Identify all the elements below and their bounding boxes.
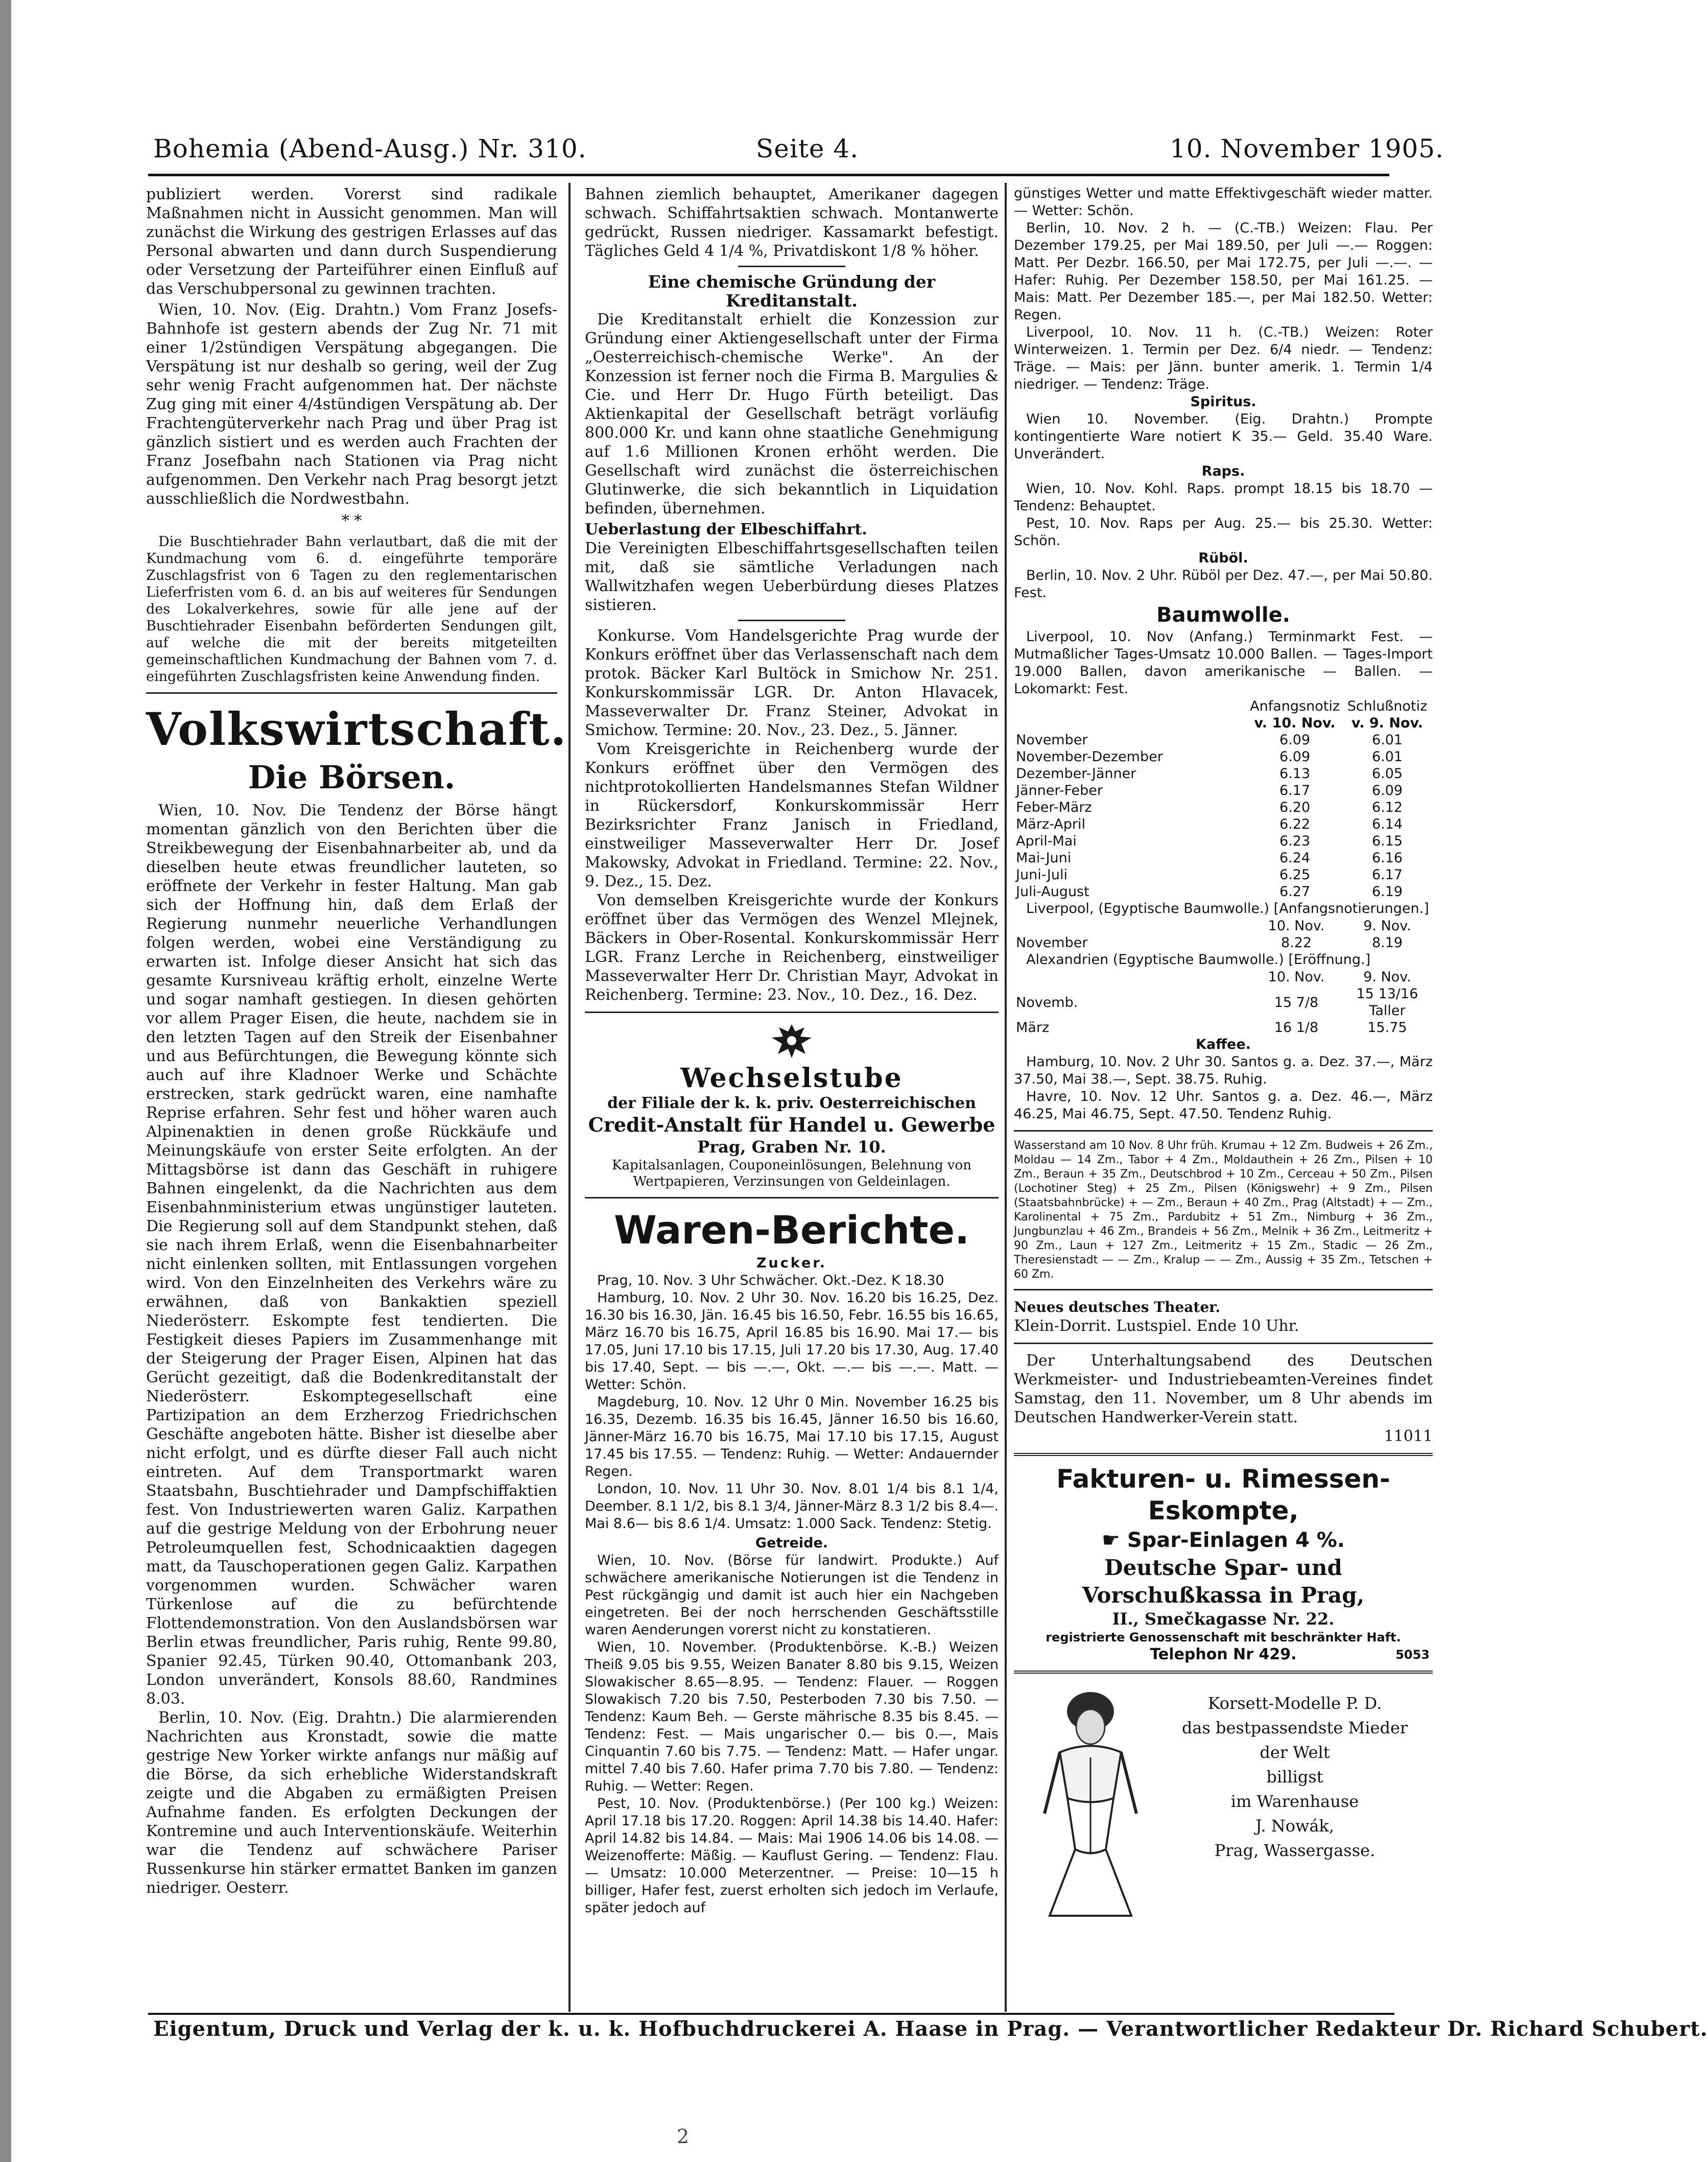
imprint-footer: Eigentum, Druck und Verlag der k. u. k. Hofbuchdruckerei A. Haase in Prag. — Verantwortlicher Redakteur Dr. Richard Schubert. [153, 2017, 1708, 2041]
article-berlin-boerse: Berlin, 10. Nov. (Eig. Drahtn.) Die alarmierenden Nachrichten aus Kronstadt, sowie die matte gestrige New Yorker wirkte anfangs nur mäßig auf die Börse, da sich erhebliche Widerstandskraft zeigte und die Abgaben zu ermäßigten Preisen Aufnahme fanden. Es erfolgten Deckungen der Kontremine und auch Interventionskäufe. Weiterhin war die Tendenz auf schwächere Pariser Russenkurse hin stärker ermattet Banken im ganzen niedriger. Oesterr. [146, 1709, 557, 1897]
theater-heading: Neues deutsches Theater. [1014, 1299, 1221, 1315]
raps-heading: Raps. [1201, 463, 1245, 479]
getreide-continuation: günstiges Wetter und matte Effektivgeschäft wieder matter. — Wetter: Schön. [1014, 185, 1433, 219]
getreide-pest: Pest, 10. Nov. (Produktenbörse.) (Per 100 kg.) Weizen: April 17.18 bis 17.20. Roggen: April 14.38 bis 14.40. Hafer: April 14.82 bis 14.84. — Mais: Mai 1906 14.06 bis 14.08. — Weizenofferte: Mäßig. — Kauflust Gering. — Tendenz: Flau. — Umsatz: 10.000 Meterzentner. — Preise: 10—15 h billiger, Hafer fest, zuerst erholten sich jedoch im Verlaufe, später jedoch auf [585, 1796, 999, 1916]
cotton-value-b: 6.01 [1371, 749, 1403, 765]
cotton-value-b: 6.17 [1371, 867, 1403, 883]
cotton-month: Mai-Juni [1016, 850, 1072, 866]
ad-line-2: Credit-Anstalt für Handel u. Gewerbe [588, 1113, 995, 1136]
cotton-value-b: 6.12 [1371, 800, 1403, 815]
egypt-header-1: 10. Nov. [1268, 918, 1325, 934]
short-divider-2 [738, 620, 845, 621]
corset-text [1167, 1691, 1422, 1863]
sparkasse-ad [1014, 1463, 1433, 1663]
footer-rule [148, 2013, 1394, 2015]
column-2 [585, 185, 999, 2009]
column-3 [1014, 185, 1433, 2009]
egypt-value-b: 8.19 [1371, 935, 1403, 951]
ad2-number: 5053 [1395, 1648, 1430, 1662]
theater-program: Klein-Dorrit. Lustspiel. Ende 10 Uhr. [1014, 1317, 1299, 1335]
alex-table [1014, 969, 1433, 1036]
alex-month: Novemb. [1016, 994, 1078, 1011]
rueboel-berlin: Berlin, 10. Nov. 2 Uhr. Rüböl per Dez. 47.—, per Mai 50.80. Fest. [1014, 568, 1433, 601]
column-rule-1 [568, 183, 571, 2012]
divider-wasser [1014, 1130, 1433, 1132]
table-row [1014, 765, 1433, 782]
egypt-liverpool: Liverpool, (Egyptische Baumwolle.) [Anfangsnotierungen.] [1026, 901, 1429, 917]
wechselstube-ad [585, 1020, 999, 1190]
wasserstand: Wasserstand am 10 Nov. 8 Uhr früh. Krumau + 12 Zm. Budweis + 26 Zm., Moldau — 14 Zm., Tabor + 4 Zm., Moldauthein + 26 Zm., Pilsen + 10 Zm., Beraun + 35 Zm., Deutschbrod + 10 Zm., Cerceau + 50 Zm., Pilsen (Lochotiner Steg) + 25 Zm., Pilsen (Königswehr) + 9 Zm., Pilsen (Staatsbahnbrücke) + — Zm., Beraun + 40 Zm., Prag (Altstadt) + — Zm., Karolinental + 75 Zm., Pardubitz + 51 Zm., Nimburg + 36 Zm., Jungbunzlau + 46 Zm., Brandeis + 56 Zm., Melnik + 36 Zm., Leitmeritz + 90 Zm., Laun + 127 Zm., Leitmeritz + 15 Zm., Stadic — 26 Zm., Theresienstadt — — Zm., Kralup — — Zm., Aussig + 35 Zm., Tetschen + 60 Zm. [1014, 1139, 1433, 1281]
article-wien-boerse: Wien, 10. Nov. Die Tendenz der Börse hängt momentan gänzlich von den Berichten über die Streikbewegung der Eisenbahnarbeiter ab, und da dieselben heute etwas freundlicher lauteten, so eröffnete der Verkehr in fester Haltung. Man gab sich der Hoffnung hin, daß dem Erlaß der Regierung nunmehr neuerliche Verhandlungen folgen werden, wobei eine Verständigung zu erwarten ist. Infolge dieser Ansicht hat sich das gesamte Kursniveau kräftig erholt, einzelne Werte und sogar namhaft gestiegen. In diesen gehörten vor allem Prager Eisen, die heute, nachdem sie in den letzten Tagen auf den Streik der Eisenbahner und aus Befürchtungen, die Bewegung könnte sich auch auf ihre Kladnoer Werke und Schächte erstrecken, stark gedrückt waren, eine namhafte Reprise erfahren. Sehr fest und höher waren auch Alpinenaktien in denen große Rückkäufe und Meinungskäufe von erster Seite erfolgten. An der Mittagsbörse ist dann das Geschäft in ruhigere Bahnen eingelenkt, da die Nachrichten aus dem Eisenbahnministerium etwas ungünstiger lauteten. Die Regierung soll auf dem Standpunkt stehen, daß sie nach ihrem Erlaß, wenn die Eisenbahnarbeiter nicht einlenken sollten, mit Entlassungen vorgehen wird. Von den Einzelnheiten des Verkehrs wäre zu erwähnen, daß von Bankaktien speziell Niederösterr. Eskompte fest tendierten. Die Festigkeit dieses Papiers im Zusammenhange mit der Steigerung der Prager Eisen, Alpinen hat das Gerücht gezeitigt, daß die Bodenkreditanstalt der Niederösterr. Eskomptegesellschaft eine Partizipation an dem Erzherzog Friedrichschen Geschäfte angeboten hätte. Bisher ist dieselbe aber nicht erfolgt, und es dürfte dieser Fall auch nicht eintreten. Auf dem Transportmarkt waren Staatsbahn, Buschtiehrader und Dampfschiffaktien fest. Von Industriewerten waren Galiz. Karpathen auf die gestrige Meldung von der Erbohrung neuer Petroleumquellen fest, Schodnicaaktien dagegen matt, da Tauschoperationen gegen Galiz. Karpathen vorgenommen wurden. Schwächer waren Türkenlose auf die zu befürchtende Flottendemonstration. Von den Auslandsbörsen war Berlin etwas freundlicher, Paris ruhig, Rente 99.80, Spanier 92.45, Türken 90.40, Ottomanbank 203, London unverändert, Konsols 88.60, Randmines 8.03. [146, 802, 557, 1708]
cotton-month: November [1016, 732, 1088, 748]
cotton-value-a: 6.13 [1279, 766, 1311, 782]
short-divider [738, 266, 845, 267]
section-divider [146, 692, 557, 694]
cotton-value-a: 6.22 [1279, 816, 1311, 832]
article-kredit: Die Kreditanstalt erhielt die Konzession zur Gründung einer Aktiengesellschaft unter der Firma „Oesterreichisch-chemische Werke". An der Konzession ist ferner noch die Firma B. Margulies & Cie. und Herr Dr. Hugo Fürth beteiligt. Das Aktienkapital der Gesellschaft beträgt vorläufig 800.000 Kr. und kann ohne staatliche Genehmigung auf 1.6 Millionen Kronen erhöht werden. Die Gesellschaft wird zunächst die österreichischen Glutinwerke, die sich bekanntlich in Liquidation befinden, übernehmen. [585, 311, 999, 518]
table-row [1014, 934, 1433, 951]
alex-month: März [1016, 1020, 1050, 1036]
table-row [1014, 748, 1433, 765]
egypt-header-2: 9. Nov. [1363, 918, 1411, 934]
baumwolle-liverpool: Liverpool, 10. Nov (Anfang.) Terminmarkt Fest. — Mutmaßlicher Tages-Umsatz 10.000 Ballen. — Tages-Import 19.000 Ballen, davon amerikanische — Ballen. — Lokomarkt: Fest. [1014, 629, 1433, 697]
alex-value-b: 15.75 [1367, 1020, 1407, 1036]
corset-ad [1014, 1681, 1433, 1926]
corset-figure-icon [1024, 1681, 1157, 1921]
cotton-header-date-1: v. 10. Nov. [1254, 715, 1336, 731]
divider-theater [1014, 1289, 1433, 1290]
kredit-heading: Eine chemische Gründung der Kreditanstalt. [648, 272, 936, 311]
pointing-hand-icon: ☛ [1102, 1529, 1127, 1552]
cotton-value-a: 6.09 [1279, 749, 1311, 765]
ad-divider [585, 1012, 999, 1013]
cotton-month: Feber-März [1016, 800, 1092, 815]
header-publication: Bohemia (Abend-Ausg.) Nr. 310. [153, 134, 587, 163]
divider-corset-ad [1014, 1671, 1433, 1674]
zucker-hamburg: Hamburg, 10. Nov. 2 Uhr 30. Nov. 16.20 bis 16.25, Dez. 16.30 bis 16.30, Jän. 16.45 bis 16.50, Febr. 16.55 bis 16.65, März 16.70 bis 16.75, April 16.85 bis 16.90. Mai 17.— bis 17.05, Juni 17.10 bis 17.15, Juli 17.20 bis 17.30, Aug. 17.40 bis 17.40, Sept. — bis —.—, Okt. —.— bis —.—. Matt. — Wetter: Schön. [585, 1290, 999, 1393]
article-elbe: Die Vereinigten Elbeschiffahrtsgesellschaften teilen mit, daß sie sämtliche Verladungen nach Wallwitzhafen wegen Ueberbürdung dieses Platzes sistieren. [585, 539, 999, 614]
cotton-month: Juli-August [1016, 884, 1089, 900]
getreide-berlin: Berlin, 10. Nov. 2 h. — (C.-TB.) Weizen: Flau. Per Dezember 179.25, per Mai 189.50, per Juli —.— Roggen: Matt. Per Dezbr. 166.50, per Mai 172.75, per Juli —.—. — Hafer: Ruhig. Per Dezember 158.50, per Mai 161.25. — Mais: Matt. Per Dezember 185.—, per Mai 182.50. Wetter: Regen. [1014, 220, 1433, 323]
divider-verein [1014, 1343, 1433, 1344]
corset-line-1: Korsett-Modelle P. D. [1207, 1694, 1382, 1713]
zucker-london: London, 10. Nov. 11 Uhr 30. Nov. 8.01 1/4 bis 8.1 1/4, Deember. 8.1 1/2, bis 8.1 3/4, Jänner-März 8.3 1/2 bis 8.4—. Mai 8.6— bis 8.6 1/4. Umsatz: 1.000 Sack. Tendenz: Stetig. [585, 1481, 999, 1532]
getreide-liverpool: Liverpool, 10. Nov. 11 h. (C.-TB.) Weizen: Roter Winterweizen. 1. Termin per Dez. 6/4 niedr. — Tendenz: Träge. — Mais: per Jänn. bunter amerik. 1. Termin 1/4 niedriger. — Tendenz: Träge. [1014, 324, 1433, 392]
cotton-month: November-Dezember [1016, 749, 1163, 765]
cotton-header-open: Anfangsnotiz [1250, 698, 1340, 714]
alex-rows [1014, 985, 1433, 1036]
ad-divider-2 [585, 1197, 999, 1198]
ad2-spar [1014, 1526, 1433, 1554]
article-continuation: publiziert werden. Vorerst sind radikale Maßnahmen nicht in Aussicht genommen. Man will zunächst die Wirkung des gestrigen Erlasses auf das Personal abwarten und dann durch Suspendierung oder Versetzung der Parteiführer einen Einfluß auf das Verschubpersonal zu gewinnen trachten. [146, 185, 557, 298]
table-row [1014, 782, 1433, 799]
cotton-month: Dezember-Jänner [1016, 766, 1136, 782]
alex-header-2: 9. Nov. [1363, 969, 1411, 985]
ad-line-1: der Filiale der k. k. priv. Oesterreichischen [607, 1094, 976, 1112]
corset-line-5: im Warenhause [1230, 1792, 1359, 1811]
cotton-value-b: 6.16 [1371, 850, 1403, 866]
zucker-magdeburg: Magdeburg, 10. Nov. 12 Uhr 0 Min. November 16.25 bis 16.35, Dezemb. 16.35 bis 16.45, Jänner 16.50 bis 16.60, Jänner-März 16.70 bis 16.75, Mai 17.10 bis 17.15, August 17.45 bis 17.55. — Tendenz: Ruhig. — Wetter: Andauernder Regen. [585, 1394, 999, 1479]
corset-line-7: Prag, Wassergasse. [1214, 1841, 1375, 1860]
cotton-value-a: 6.25 [1279, 867, 1311, 883]
cotton-value-b: 6.15 [1371, 833, 1403, 849]
kaffee-heading: Kaffee. [1196, 1037, 1251, 1052]
cotton-month: Jänner-Feber [1016, 783, 1103, 798]
cotton-value-a: 6.24 [1279, 850, 1311, 866]
spiritus-heading: Spiritus. [1190, 394, 1256, 410]
ad2-spar-text: Spar-Einlagen 4 %. [1127, 1529, 1345, 1552]
alex-value-b: 15 13/16 Taller [1356, 986, 1418, 1019]
table-row [1014, 833, 1433, 850]
header-date: 10. November 1905. [1170, 134, 1444, 163]
ad2-registration: registrierte Genossenschaft mit beschränkter Haft. [1046, 1630, 1401, 1644]
elbe-heading: Ueberlastung der Elbeschiffahrt. [585, 521, 867, 538]
getreide-wien: Wien, 10. Nov. (Börse für landwirt. Produkte.) Auf schwächere amerikanische Notierungen ist die Tendenz in Pest rückgängig und damit ist auch hier ein Nachgeben eingetreten. Bei der noch herrschenden Geschäftsstille waren Aenderungen vorerst nicht zu konstatieren. [585, 1553, 999, 1638]
section-title: Volkswirtschaft. [146, 702, 567, 756]
cotton-value-b: 6.09 [1371, 783, 1403, 798]
ad2-title-1: Fakturen- u. Rimessen- [1056, 1464, 1390, 1494]
raps-wien: Wien, 10. Nov. Kohl. Raps. prompt 18.15 bis 18.70 — Tendenz: Behauptet. [1014, 481, 1433, 514]
article-buschtiehrader: Die Buschtiehrader Bahn verlautbart, daß die mit der Kundmachung vom 6. d. eingeführte temporäre Zuschlagsfrist von 6 Tagen zu den reglementarischen Lieferfristen vom 6. d. an bis auf weiteres für Sendungen des Lokalverkehres, sowie für alle jene auf der Buschtiehrader Eisenbahn beförderten Sendungen gilt, auf welche die mit der bereits mitgeteilten gemeinschaftlichen Kundmachung der Bahnen vom 7. d. eingeführten Zuschlagsfristen keine Anwendung finden. [146, 534, 557, 685]
column-rule-2 [1005, 183, 1007, 2012]
ad-title: Wechselstube [680, 1063, 903, 1094]
eagle-emblem-icon [769, 1020, 815, 1061]
alex-header-1: 10. Nov. [1268, 969, 1325, 985]
alexandrien: Alexandrien (Egyptische Baumwolle.) [Eröffnung.] [1026, 952, 1371, 968]
article-berlin-continuation: Bahnen ziemlich behauptet, Amerikaner dagegen schwach. Schiffahrtsaktien schwach. Montanwerte gedrückt, Russen niedriger. Kassamarkt befestigt. Tägliches Geld 4 1/4 %, Privatdiskont 1/8 % höher. [585, 185, 999, 260]
separator-stars: * * [341, 512, 362, 530]
section-subtitle: Die Börsen. [248, 759, 456, 796]
cotton-value-a: 6.20 [1279, 800, 1311, 815]
egypt-table [1014, 918, 1433, 951]
cotton-table [1014, 698, 1433, 900]
ad2-phone [1014, 1646, 1433, 1663]
kaffee-havre: Havre, 10. Nov. 12 Uhr. Santos g. a. Dez. 46.—, März 46.25, Mai 46.75, Sept. 47.50. Tendenz Ruhig. [1014, 1089, 1433, 1122]
article-konkurse-1: Konkurse. Vom Handelsgerichte Prag wurde der Konkurs eröffnet über das Verlassenschaft nach dem protok. Bäcker Karl Bultöck in Smichow Nr. 251. Konkurskommissär LGR. Dr. Anton Hlavacek, Masseverwalter Dr. Franz Steiner, Advokat in Smichow. Termine: 20. Nov., 23. Dez., 5. Jänner. [585, 627, 999, 739]
cotton-value-a: 6.17 [1279, 783, 1311, 798]
verein-notice: Der Unterhaltungsabend des Deutschen Werkmeister- und Industriebeamten-Vereines findet Samstag, den 11. November, um 8 Uhr abends im Deutschen Handwerker-Verein statt. [1014, 1352, 1433, 1426]
cotton-month: Juni-Juli [1016, 867, 1068, 883]
cotton-header-date-2: v. 9. Nov. [1351, 715, 1424, 731]
table-row [1014, 850, 1433, 866]
baumwolle-heading: Baumwolle. [1156, 603, 1290, 627]
table-row [1014, 883, 1433, 900]
ad-line-3: Prag, Graben Nr. 10. [697, 1137, 886, 1157]
corset-line-2: das bestpassendste Mieder [1181, 1718, 1408, 1737]
corset-line-6: J. Nowák, [1255, 1816, 1334, 1836]
scan-edge [0, 0, 11, 2162]
cotton-month: März-April [1016, 816, 1085, 832]
zucker-prag: Prag, 10. Nov. 3 Uhr Schwächer. Okt.-Dez. K 18.30 [597, 1273, 944, 1288]
cotton-value-a: 6.09 [1279, 732, 1311, 748]
cotton-value-b: 6.19 [1371, 884, 1403, 900]
rueboel-heading: Rüböl. [1198, 550, 1248, 566]
alex-value-a: 15 7/8 [1274, 994, 1319, 1011]
cotton-value-a: 6.27 [1279, 884, 1311, 900]
getreide-wien-produkten: Wien, 10. November. (Produktenbörse. K.-B.) Weizen Theiß 9.05 bis 9.55, Weizen Banater 8.80 bis 9.15, Weizen Slowakischer 8.65—8.95. — Tendenz: Flauer. — Roggen Slowakisch 7.20 bis 7.50, Pesterboden 7.30 bis 7.50. — Tendenz: Kaum Beh. — Gerste mährische 8.35 bis 8.45. — Tendenz: Fest. — Mais ungarischer 0.— bis 0.—, Mais Cinquantin 7.60 bis 7.75. — Tendenz: Matt. — Hafer ungar. mittel 7.40 bis 7.60. Hafer prima 7.70 bis 7.80. — Tendenz: Ruhig. — Wetter: Regen. [585, 1639, 999, 1794]
header-page-number: Seite 4. [756, 134, 859, 163]
verein-number: 11011 [1384, 1427, 1433, 1445]
alex-value-a: 16 1/8 [1274, 1020, 1319, 1036]
egypt-month: November [1016, 935, 1088, 951]
getreide-heading: Getreide. [755, 1535, 828, 1551]
table-row [1014, 816, 1433, 833]
ad-line-4: Kapitalsanlagen, Couponeinlösungen, Belehnung von Wertpapieren, Verzinsungen von Geldeinlagen. [612, 1158, 971, 1189]
corset-line-3: der Welt [1260, 1743, 1330, 1762]
pencil-mark: 2 [677, 2125, 690, 2148]
ad2-phone-text: Telephon Nr 429. [1150, 1646, 1297, 1663]
header-rule [148, 174, 1389, 176]
cotton-value-b: 6.01 [1371, 732, 1403, 748]
raps-pest: Pest, 10. Nov. Raps per Aug. 25.— bis 25.30. Wetter: Schön. [1014, 515, 1433, 549]
waren-title: Waren-Berichte. [614, 1207, 969, 1253]
egypt-value-a: 8.22 [1280, 935, 1312, 951]
cotton-value-a: 6.23 [1279, 833, 1311, 849]
cotton-header-close: Schlußnotiz [1347, 698, 1428, 714]
table-row [1014, 985, 1433, 1019]
table-row [1014, 732, 1433, 748]
divider-bank-ad [1014, 1453, 1433, 1456]
ad2-title-2: Eskompte, [1148, 1496, 1299, 1525]
zucker-heading: Zucker. [756, 1255, 827, 1271]
cotton-value-b: 6.05 [1371, 766, 1403, 782]
cotton-month: April-Mai [1016, 833, 1077, 849]
kaffee-hamburg: Hamburg, 10. Nov. 2 Uhr 30. Santos g. a. Dez. 37.—, März 37.50, Mai 38.—, Sept. 38.75. Ruhig. [1014, 1054, 1433, 1087]
corset-line-4: billigst [1266, 1767, 1323, 1787]
column-1 [146, 185, 567, 2009]
article-konkurse-3: Von demselben Kreisgerichte wurde der Konkurs eröffnet über das Vermögen des Wenzel Mlejnek, Bäckers in Ober-Rosental. Konkurskommissär Herr LGR. Franz Lerche in Reichenberg, einstweiliger Masseverwalter Herr Dr. Christian Mayr, Advokat in Reichenberg. Termine: 23. Nov., 10. Dez., 16. Dez. [585, 891, 999, 1004]
ad2-bank: Deutsche Spar- und Vorschußkassa in Prag, [1082, 1555, 1365, 1608]
cotton-rows [1014, 732, 1433, 900]
table-row [1014, 799, 1433, 816]
page-header [153, 134, 1444, 175]
ad2-address: II., Smečkagasse Nr. 22. [1112, 1609, 1335, 1629]
spiritus-wien: Wien 10. November. (Eig. Drahtn.) Prompte kontingentierte Ware notiert K 35.— Geld. 35.40 Ware. Unverändert. [1014, 411, 1433, 462]
table-row [1014, 1019, 1433, 1036]
table-row [1014, 866, 1433, 883]
cotton-value-b: 6.14 [1371, 816, 1403, 832]
article-konkurse-2: Vom Kreisgerichte in Reichenberg wurde der Konkurs eröffnet über den Vermögen des nichtprotokollierten Handelsmannes Stefan Wildner in Rückersdorf, Konkurskommissär Herr Bezirksrichter Franz Janisch in Friedland, einstweiliger Masseverwalter Herr Dr. Josef Makowsky, Advokat in Friedland. Termine: 22. Nov., 9. Dez., 15. Dez. [585, 740, 999, 890]
article-wien-rail: Wien, 10. Nov. (Eig. Drahtn.) Vom Franz Josefs-Bahnhofe ist gestern abends der Zug Nr. 71 mit einer 1/2stündigen Verspätung abgegangen. Die Verspätung ist nur deshalb so gering, weil der Zug sehr wenig Fracht aufgenommen hat. Der nächste Zug ging mit einer 4/4stündigen Verspätung ab. Der Frachtengüterverkehr nach Prag und über Prag ist gänzlich sistiert und es werden auch Frachten der Franz Josefbahn nach Stationen via Prag nicht aufgenommen. Den Verkehr nach Prag besorgt jetzt ausschließlich die Nordwestbahn. [146, 301, 557, 508]
